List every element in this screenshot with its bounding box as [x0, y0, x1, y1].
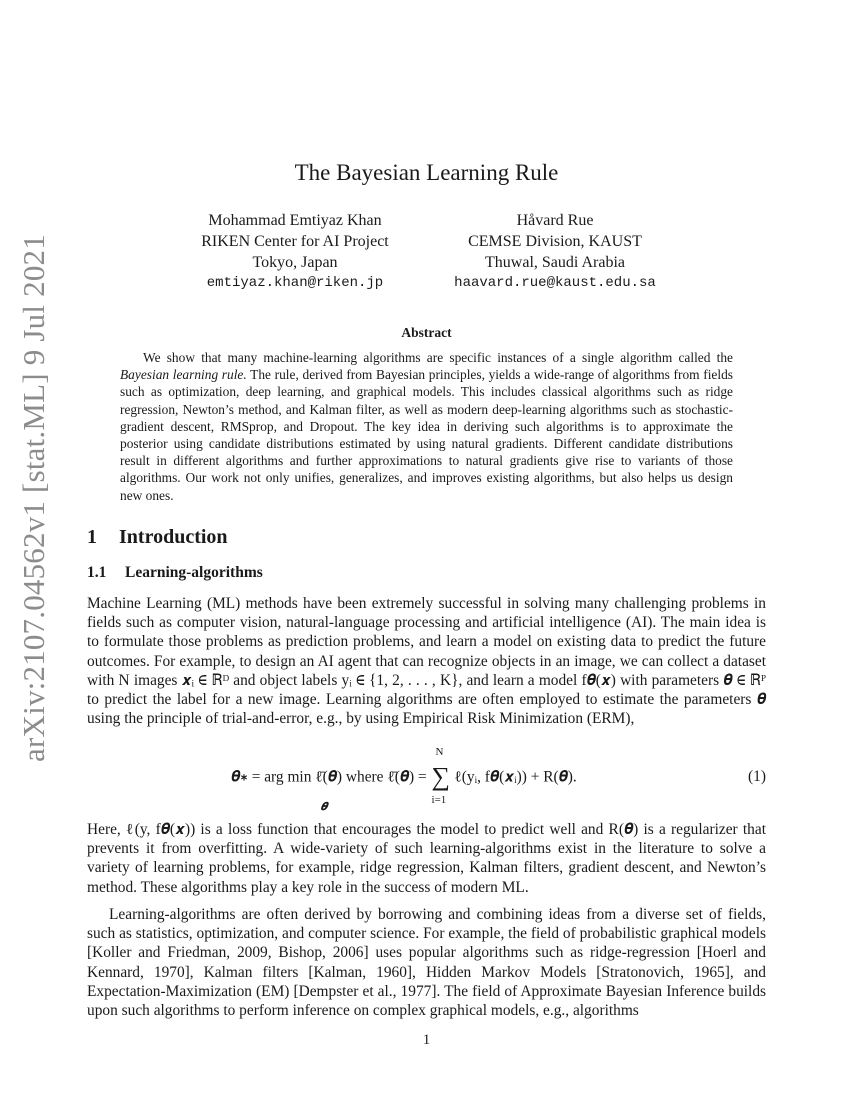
page-number: 1 — [422, 1032, 431, 1048]
paragraph-loss: Here, ℓ(y, f𝜽(𝒙)) is a loss function that encourages the model to predict well and R(𝜽) is a regularizer that prevents it from overfitting. A wide-variety of such learning-algorithms exist in the literature to solve a variety of learning problems, for example, ridge regression, Kalman filters, gradient descent, and Newton’s method. These algorithms play a key role in the success of modern ML. — [87, 821, 766, 896]
equation-mid: ℓ̄(𝜽) where ℓ̄(𝜽) = — [315, 768, 427, 786]
author-block-1 — [175, 210, 415, 294]
arxiv-identifier-watermark — [12, 234, 56, 762]
equation-sum-symbol: ∑ — [431, 762, 451, 791]
equation-number: (1) — [748, 768, 766, 785]
subsection-heading — [87, 564, 263, 582]
abstract-heading: Abstract — [401, 325, 452, 340]
author-email: emtiyaz.khan@riken.jp — [206, 275, 384, 291]
abstract-text-before: We show that many machine-learning algorithms are specific instances of a single algorithm called the — [143, 350, 733, 365]
equation-rhs: ℓ(yᵢ, f𝜽(𝒙ᵢ)) + R(𝜽). — [454, 768, 577, 786]
paragraph-intro: Machine Learning (ML) methods have been extremely successful in solving many challenging problems in fields such as computer vision, natural-language processing and artificial intelligence (AI). The main idea is to formulate those problems as prediction problems, and learn a model on existing data to predict the future outcomes. For example, to design an AI agent that can recognize objects in an image, we can collect a dataset with N images 𝒙ᵢ ∈ ℝᴰ and object labels yᵢ ∈ {1, 2, . . . , K}, and learn a model f𝜽(𝒙) with parameters 𝜽 ∈ ℝᴾ to predict the label for a new image. Learning algorithms are often employed to estimate the parameters 𝜽 using the principle of trial-and-error, e.g., by using Empirical Risk Minimization (ERM), — [87, 595, 766, 728]
arxiv-identifier-text: arXiv:2107.04562v1 [stat.ML] 9 Jul 2021 — [16, 234, 51, 762]
subsection-number: 1.1 — [87, 564, 107, 581]
author-block-2 — [439, 210, 671, 294]
author-email: haavard.rue@kaust.edu.sa — [454, 275, 656, 291]
section-number: 1 — [87, 526, 97, 548]
equation-erm — [87, 746, 766, 813]
equation-argmin-subscript: 𝜽 — [320, 800, 327, 813]
section-heading — [87, 526, 228, 549]
abstract-text-after: The rule, derived from Bayesian principles, yields a wide-range of algorithms from fields such as optimization, deep learning, and graphical models. This includes classical algorithms such as ridge regression, Newton’s method, and Kalman filter, as well as modern deep-learning algorithms such as stochastic-gradient descent, RMSprop, and Dropout. The key idea in deriving such algorithms is to approximate the posterior using candidate distributions estimated by using natural gradients. Different candidate distributions result in different algorithms and further approximations to natural gradients give rise to variants of those algorithms. Our work not only unifies, generalizes, and improves existing algorithms, but also helps us design new ones. — [120, 367, 734, 503]
equation-sum — [431, 746, 451, 806]
author-location: Tokyo, Japan — [252, 254, 338, 271]
abstract-emphasis: Bayesian learning rule. — [120, 367, 247, 383]
paragraph-fields: Learning-algorithms are often derived by borrowing and combining ideas from a diverse set of fields, such as statistics, optimization, and computer science. For example, the field of probabilistic graphical models [Koller and Friedman, 2009, Bishop, 2006] uses popular algorithms such as ridge-regression [Hoerl and Kennard, 1970], Kalman filters [Kalman, 1960], Hidden Markov Models [Stratonovich, 1965], and Expectation-Maximization (EM) [Dempster et al., 1977]. The field of Approximate Bayesian Inference builds upon such algorithms to perform inference on complex graphical models, e.g., algorithms — [87, 906, 766, 1020]
paper-title: The Bayesian Learning Rule — [294, 160, 559, 185]
subsection-title: Learning-algorithms — [125, 564, 263, 581]
equation-body — [231, 746, 577, 813]
author-affiliation: CEMSE Division, KAUST — [468, 233, 642, 250]
author-name: Håvard Rue — [516, 212, 594, 229]
author-affiliation: RIKEN Center for AI Project — [201, 233, 389, 250]
equation-lhs: 𝜽∗ = arg min — [231, 768, 312, 786]
equation-sum-upper: N — [435, 746, 444, 758]
equation-sum-lower: i=1 — [431, 794, 447, 806]
author-name: Mohammad Emtiyaz Khan — [208, 212, 382, 229]
section-title: Introduction — [119, 526, 228, 548]
abstract-text — [120, 349, 733, 504]
author-location: Thuwal, Saudi Arabia — [485, 254, 625, 271]
